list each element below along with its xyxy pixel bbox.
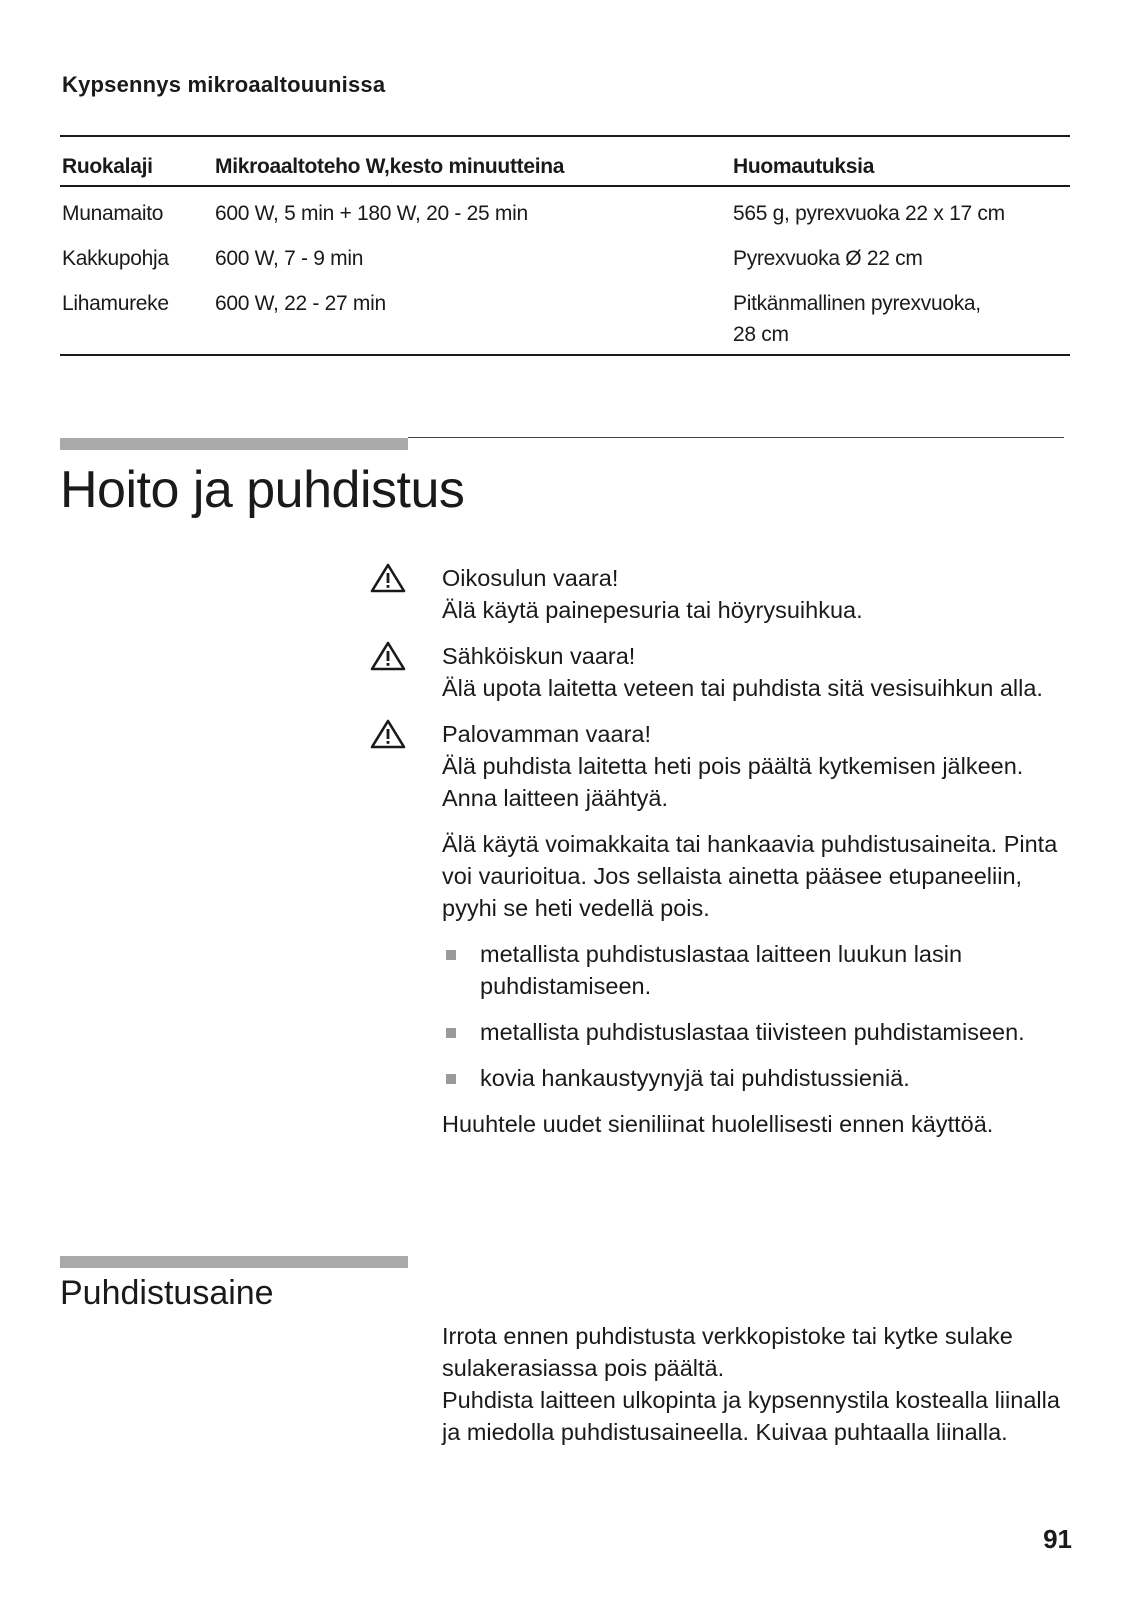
cell-power: 600 W, 22 - 27 min [215, 292, 386, 315]
warning-heading: Oikosulun vaara! [442, 565, 619, 591]
cell-food: Kakkupohja [62, 247, 169, 270]
subsection-title: Puhdistusaine [60, 1274, 274, 1312]
section-bar [60, 438, 408, 450]
column-header-food: Ruokalaji [62, 155, 153, 178]
warning-text: Älä puhdista laitetta heti pois päältä kytkemisen jälkeen. Anna laitteen jäähtyä. [442, 753, 1024, 811]
column-header-notes: Huomautuksia [733, 155, 875, 178]
table-row [60, 274, 1070, 350]
list-item-text: kovia hankaustyynyjä tai puhdistussieniä. [480, 1065, 910, 1091]
intro-paragraph: Älä käytä voimakkaita tai hankaavia puhdistusaineita. Pinta voi vaurioitua. Jos sellaista ainetta pääsee etupaneeliin, pyyhi se heti vedellä pois. [442, 831, 1058, 921]
warning-block [370, 640, 1070, 704]
list-item [442, 1016, 1070, 1048]
table-row [60, 184, 1070, 229]
cell-power: 600 W, 5 min + 180 W, 20 - 25 min [215, 202, 528, 225]
list-item-text: metallista puhdistuslastaa tiivisteen puhdistamiseen. [480, 1019, 1025, 1045]
cell-notes-line: Pyrexvuoka Ø 22 cm [733, 247, 923, 270]
list-item [442, 1062, 1070, 1094]
bullet-square-icon [446, 1074, 456, 1084]
cell-notes [731, 184, 1070, 229]
subsection-bar [60, 1256, 408, 1268]
section-line [408, 437, 1064, 438]
warning-triangle-icon [370, 562, 406, 594]
warning-block [370, 718, 1070, 814]
table-bottom-rule [60, 354, 1070, 356]
table-top-rule [60, 135, 1070, 137]
table-header-rule [60, 185, 1070, 187]
cell-notes-line: 565 g, pyrexvuoka 22 x 17 cm [733, 202, 1005, 225]
cleaning-paragraph: Puhdista laitteen ulkopinta ja kypsennystila kostealla liinalla ja miedolla puhdistusaineella. Kuivaa puhtaalla liinalla. [442, 1387, 1060, 1445]
page-number: 91 [1043, 1524, 1072, 1554]
bullet-list [370, 938, 1070, 1094]
outro-paragraph: Huuhtele uudet sieniliinat huolellisesti ennen käyttöä. [442, 1111, 994, 1137]
list-item-text: metallista puhdistuslastaa laitteen luukun lasin puhdistamiseen. [480, 941, 963, 999]
warning-triangle-icon [370, 640, 406, 672]
warning-heading: Sähköiskun vaara! [442, 643, 636, 669]
cleaning-paragraph: Irrota ennen puhdistusta verkkopistoke tai kytke sulake sulakerasiassa pois päältä. [442, 1323, 1013, 1381]
cleaning-content [442, 1320, 1070, 1448]
list-item [442, 938, 1070, 1002]
cell-notes-line: Pitkänmallinen pyrexvuoka, [733, 292, 981, 315]
cell-notes [731, 229, 1070, 274]
cell-food: Lihamureke [62, 292, 169, 315]
bullet-square-icon [446, 1028, 456, 1038]
cell-notes [731, 274, 1070, 350]
table-row [60, 229, 1070, 274]
table-title: Kypsennys mikroaaltouunissa [62, 72, 386, 97]
cooking-table [60, 150, 1070, 350]
care-content [370, 562, 1070, 1154]
warning-block [370, 562, 1070, 626]
cell-notes-line: 28 cm [733, 323, 789, 346]
warning-triangle-icon [370, 718, 406, 750]
warning-text: Älä käytä painepesuria tai höyrysuihkua. [442, 597, 863, 623]
warning-heading: Palovamman vaara! [442, 721, 651, 747]
table-header-row [60, 150, 1070, 184]
section-title: Hoito ja puhdistus [60, 461, 465, 519]
column-header-power: Mikroaaltoteho W,kesto minuutteina [215, 155, 565, 178]
cell-power: 600 W, 7 - 9 min [215, 247, 364, 270]
bullet-square-icon [446, 950, 456, 960]
warning-text: Älä upota laitetta veteen tai puhdista sitä vesisuihkun alla. [442, 675, 1043, 701]
cell-food: Munamaito [62, 202, 164, 225]
